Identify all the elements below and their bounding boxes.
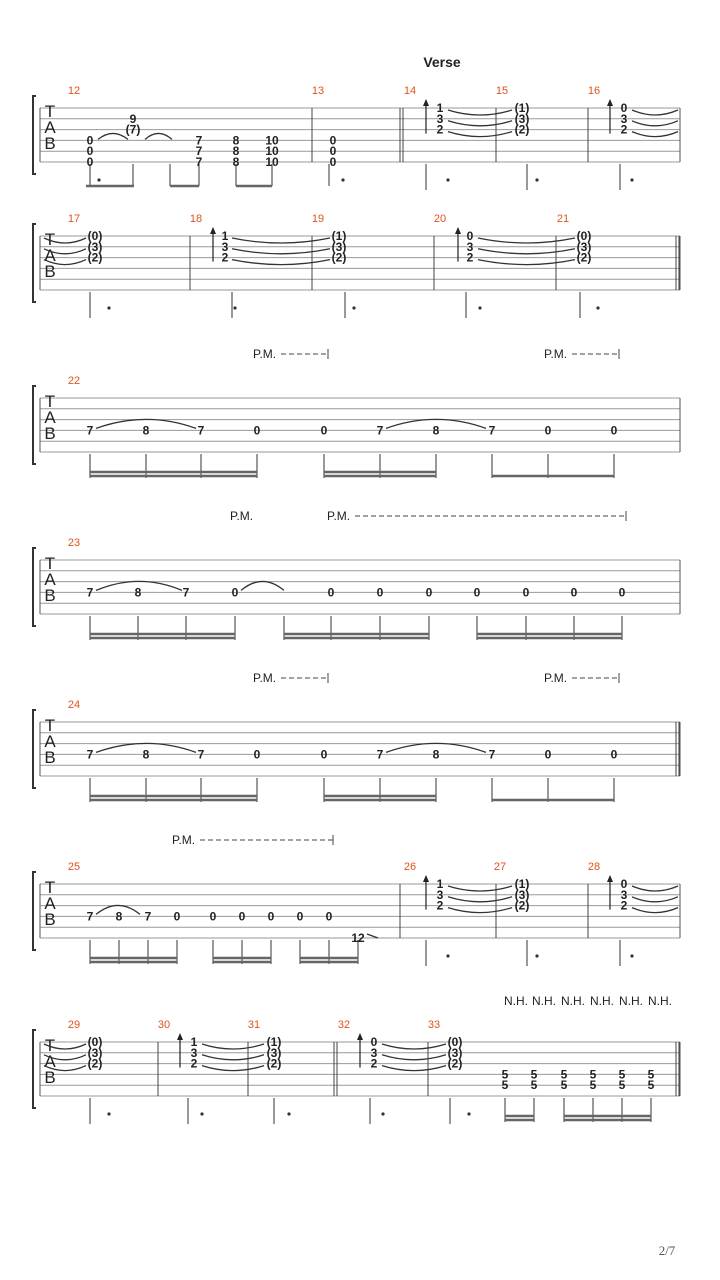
bar-number: 23 <box>67 537 81 549</box>
fret-number: 1 <box>190 1035 198 1049</box>
duration-dot <box>630 178 633 181</box>
fret-number: 8 <box>134 585 142 600</box>
tab-clef-letter: A <box>44 246 56 265</box>
system-bracket <box>33 548 36 626</box>
duration-dot <box>446 954 449 957</box>
arrow-head <box>607 99 613 106</box>
system-bracket <box>33 710 36 788</box>
fret-number: 5 <box>647 1078 655 1093</box>
fret-number: 0 <box>86 155 94 169</box>
fret-number: (2) <box>87 1056 103 1071</box>
system-bracket <box>33 1030 36 1108</box>
fret-number: (0) <box>87 1035 103 1049</box>
tie-arc <box>478 260 575 265</box>
fret-number: 2 <box>221 250 229 265</box>
tie-arc <box>632 886 678 891</box>
fret-number: 8 <box>432 423 440 438</box>
fret-number: (2) <box>266 1056 282 1071</box>
tie-arc <box>448 132 512 137</box>
bar-number: 25 <box>67 861 81 873</box>
natural-harmonic-label: N.H. <box>504 994 528 1008</box>
duration-dot <box>446 178 449 181</box>
fret-number: 2 <box>620 898 628 913</box>
fret-number: 2 <box>466 250 474 265</box>
fret-number: 7 <box>488 747 496 762</box>
fret-number: 7 <box>376 423 384 438</box>
fret-number: 0 <box>620 877 628 891</box>
fret-number: 0 <box>320 747 328 762</box>
fret-number: 7 <box>182 585 190 600</box>
fret-number: 0 <box>466 229 474 243</box>
fret-number: 3 <box>620 111 628 126</box>
tab-system <box>33 375 680 464</box>
fret-number: 0 <box>620 101 628 115</box>
tab-system <box>33 1019 680 1108</box>
fret-number: 5 <box>530 1078 538 1093</box>
fret-number: 8 <box>432 747 440 762</box>
fret-number: 10 <box>265 144 279 159</box>
tie-arc <box>202 1044 264 1049</box>
fret-number: 0 <box>296 909 304 924</box>
bar-number: 15 <box>495 85 509 97</box>
tie-arc <box>98 133 128 139</box>
fret-number: 7 <box>86 585 94 600</box>
fret-number: 2 <box>436 898 444 913</box>
tie-arc <box>232 260 330 265</box>
fret-number: (2) <box>447 1056 463 1071</box>
fret-number: 0 <box>329 133 337 148</box>
bar-number: 20 <box>433 213 447 225</box>
tab-clef-letter: A <box>44 570 56 589</box>
duration-dot <box>630 954 633 957</box>
tie-arc <box>448 897 512 902</box>
tab-clef-letter: A <box>44 118 56 137</box>
tab-clef-letter: B <box>44 134 56 153</box>
tie-arc <box>632 908 678 913</box>
fret-number: (3) <box>576 239 592 254</box>
fret-number: 7 <box>144 909 152 924</box>
tab-system <box>33 85 680 174</box>
fret-number: 10 <box>265 155 279 169</box>
fret-number: 5 <box>501 1067 509 1082</box>
tab-systems <box>33 85 680 1108</box>
fret-number: (2) <box>87 250 103 265</box>
fret-number: 0 <box>610 747 618 762</box>
bar-number: 12 <box>67 85 81 97</box>
arrow-head <box>607 875 613 882</box>
bar-number: 33 <box>427 1019 441 1031</box>
fret-number: 0 <box>329 144 337 159</box>
tab-clef-letter: B <box>44 262 56 281</box>
fret-number: (3) <box>447 1045 463 1060</box>
duration-dot <box>107 1112 110 1115</box>
page-number: 2/7 <box>658 1243 676 1258</box>
fret-number: (1) <box>266 1035 282 1049</box>
fret-number: 5 <box>618 1067 626 1082</box>
fret-number: (7) <box>125 122 141 137</box>
section-label: Verse <box>423 54 461 70</box>
fret-number: 3 <box>436 111 444 126</box>
bar-number: 30 <box>157 1019 171 1031</box>
duration-dot <box>233 306 236 309</box>
fret-number: 7 <box>195 155 203 169</box>
tab-clef-letter: A <box>44 408 56 427</box>
tab-clef-letter: T <box>44 230 56 249</box>
tab-clef-letter: A <box>44 732 56 751</box>
tie-arc <box>632 897 678 902</box>
fret-number: 0 <box>376 585 384 600</box>
slide-mark <box>367 934 378 938</box>
fret-number: 3 <box>466 239 474 254</box>
tab-system <box>33 861 680 950</box>
tie-arc <box>448 886 512 891</box>
tie-arc <box>145 133 172 139</box>
tab-clef-letter: B <box>44 586 56 605</box>
duration-dot <box>97 178 100 181</box>
fret-number: 3 <box>370 1045 378 1060</box>
tab-clef-letter: T <box>44 716 56 735</box>
palm-mute-label: P.M. <box>327 509 351 523</box>
tab-system <box>33 699 680 788</box>
bar-number: 16 <box>587 85 601 97</box>
fret-number: 5 <box>589 1078 597 1093</box>
fret-number: 12 <box>351 931 365 945</box>
fret-number: 0 <box>209 909 217 924</box>
fret-number: 0 <box>86 144 94 159</box>
fret-number: 3 <box>620 887 628 902</box>
fret-number: 5 <box>647 1067 655 1082</box>
palm-mute-label: P.M. <box>544 671 568 685</box>
fret-number: 3 <box>221 239 229 254</box>
duration-dot <box>596 306 599 309</box>
bar-number: 19 <box>311 213 325 225</box>
fret-number: 0 <box>329 155 337 169</box>
fret-number: 0 <box>173 909 181 924</box>
fret-number: 0 <box>238 909 246 924</box>
bar-number: 13 <box>311 85 325 97</box>
fret-number: 8 <box>232 133 240 148</box>
fret-number: 0 <box>544 423 552 438</box>
fret-number: 7 <box>376 747 384 762</box>
bar-number: 24 <box>67 699 81 711</box>
fret-number: 7 <box>195 144 203 159</box>
fret-number: (3) <box>87 1045 103 1060</box>
fret-number: 0 <box>267 909 275 924</box>
tie-arc <box>632 121 678 126</box>
fret-number: (2) <box>331 250 347 265</box>
system-bracket <box>33 386 36 464</box>
system-bracket <box>33 872 36 950</box>
fret-number: (3) <box>87 239 103 254</box>
duration-dot <box>341 178 344 181</box>
tie-arc <box>632 132 678 137</box>
tie-arc <box>232 249 330 254</box>
tab-clef-letter: B <box>44 1068 56 1087</box>
bar-number: 18 <box>189 213 203 225</box>
fret-number: 5 <box>560 1067 568 1082</box>
fret-number: 0 <box>327 585 335 600</box>
fret-number: 1 <box>436 101 444 115</box>
tab-clef-letter: T <box>44 554 56 573</box>
fret-number: 7 <box>488 423 496 438</box>
fret-number: 5 <box>530 1067 538 1082</box>
fret-number: (0) <box>576 229 592 243</box>
tab-clef-letter: A <box>44 894 56 913</box>
fret-number: 0 <box>610 423 618 438</box>
fret-number: 5 <box>589 1067 597 1082</box>
fret-number: 8 <box>142 423 150 438</box>
bar-number: 21 <box>556 213 570 225</box>
fret-number: (0) <box>447 1035 463 1049</box>
bar-number: 28 <box>587 861 601 873</box>
palm-mute-label: P.M. <box>544 347 568 361</box>
duration-dot <box>287 1112 290 1115</box>
fret-number: 0 <box>544 747 552 762</box>
fret-number: 7 <box>86 423 94 438</box>
palm-mute-label: P.M. <box>253 671 277 685</box>
tie-arc <box>478 249 575 254</box>
arrow-head <box>423 875 429 882</box>
arrow-head <box>423 99 429 106</box>
fret-number: 2 <box>370 1056 378 1071</box>
fret-number: 0 <box>325 909 333 924</box>
palm-mute-label: P.M. <box>253 347 277 361</box>
fret-number: 0 <box>425 585 433 600</box>
tie-arc <box>632 110 678 115</box>
tab-clef-letter: B <box>44 910 56 929</box>
fret-number: 0 <box>522 585 530 600</box>
tab-clef-letter: B <box>44 424 56 443</box>
natural-harmonic-label: N.H. <box>648 994 672 1008</box>
duration-dot <box>381 1112 384 1115</box>
duration-dot <box>467 1112 470 1115</box>
fret-number: 7 <box>195 133 203 148</box>
tie-arc <box>232 238 330 243</box>
fret-number: 0 <box>473 585 481 600</box>
fret-number: (2) <box>514 122 530 137</box>
fret-number: (0) <box>87 229 103 243</box>
fret-number: 8 <box>115 909 123 924</box>
arrow-head <box>210 227 216 234</box>
duration-dot <box>200 1112 203 1115</box>
tie-arc <box>202 1066 264 1071</box>
fret-number: 0 <box>320 423 328 438</box>
fret-number: 1 <box>221 229 229 243</box>
fret-number: (3) <box>266 1045 282 1060</box>
duration-dot <box>107 306 110 309</box>
tab-clef-letter: T <box>44 392 56 411</box>
duration-dot <box>478 306 481 309</box>
system-bracket <box>33 96 36 174</box>
fret-number: 7 <box>86 909 94 924</box>
tie-arc <box>448 908 512 913</box>
fret-number: 8 <box>142 747 150 762</box>
fret-number: 3 <box>190 1045 198 1060</box>
bar-number: 27 <box>493 861 507 873</box>
bar-number: 22 <box>67 375 81 387</box>
fret-number: 5 <box>501 1078 509 1093</box>
fret-number: 10 <box>265 133 279 148</box>
bar-number: 31 <box>247 1019 261 1031</box>
tab-system <box>33 213 680 302</box>
tie-arc <box>382 1044 446 1049</box>
tie-arc <box>478 238 575 243</box>
tab-clef-letter: T <box>44 1036 56 1055</box>
tie-arc <box>382 1055 446 1060</box>
fret-number: (1) <box>514 877 530 891</box>
fret-number: (3) <box>331 239 347 254</box>
fret-number: 0 <box>570 585 578 600</box>
fret-number: 7 <box>197 747 205 762</box>
fret-number: (1) <box>331 229 347 243</box>
fret-number: 2 <box>190 1056 198 1071</box>
duration-dot <box>535 954 538 957</box>
duration-dot <box>352 306 355 309</box>
fret-number: 8 <box>232 155 240 169</box>
duration-dot <box>535 178 538 181</box>
bar-number: 32 <box>337 1019 351 1031</box>
fret-number: 2 <box>436 122 444 137</box>
fret-number: (3) <box>514 887 530 902</box>
fret-number: 9 <box>129 111 137 126</box>
tab-clef-letter: T <box>44 102 56 121</box>
bar-number: 17 <box>67 213 81 225</box>
natural-harmonic-label: N.H. <box>561 994 585 1008</box>
arrow-head <box>455 227 461 234</box>
tie-arc <box>241 581 284 590</box>
tab-clef-letter: A <box>44 1052 56 1071</box>
system-bracket <box>33 224 36 302</box>
bar-number: 29 <box>67 1019 81 1031</box>
tie-arc <box>448 121 512 126</box>
fret-number: 0 <box>86 133 94 148</box>
palm-mute-label: P.M. <box>230 509 254 523</box>
fret-number: 5 <box>618 1078 626 1093</box>
fret-number: (2) <box>514 898 530 913</box>
fret-number: 5 <box>560 1078 568 1093</box>
palm-mute-label: P.M. <box>172 833 196 847</box>
natural-harmonic-label: N.H. <box>532 994 556 1008</box>
arrow-head <box>357 1033 363 1040</box>
fret-number: 0 <box>253 423 261 438</box>
fret-number: (3) <box>514 111 530 126</box>
tab-clef-letter: T <box>44 878 56 897</box>
fret-number: 2 <box>620 122 628 137</box>
fret-number: 7 <box>197 423 205 438</box>
fret-number: 0 <box>618 585 626 600</box>
arrow-head <box>177 1033 183 1040</box>
fret-number: (1) <box>514 101 530 115</box>
fret-number: 8 <box>232 144 240 159</box>
bar-number: 26 <box>403 861 417 873</box>
tie-arc <box>448 110 512 115</box>
fret-number: 0 <box>231 585 239 600</box>
fret-number: (2) <box>576 250 592 265</box>
tab-clef-letter: B <box>44 748 56 767</box>
bar-number: 14 <box>403 85 417 97</box>
fret-number: 1 <box>436 877 444 891</box>
tie-arc <box>382 1066 446 1071</box>
fret-number: 3 <box>436 887 444 902</box>
fret-number: 0 <box>370 1035 378 1049</box>
fret-number: 7 <box>86 747 94 762</box>
natural-harmonic-label: N.H. <box>590 994 614 1008</box>
natural-harmonic-label: N.H. <box>619 994 643 1008</box>
fret-number: 0 <box>253 747 261 762</box>
tie-arc <box>202 1055 264 1060</box>
